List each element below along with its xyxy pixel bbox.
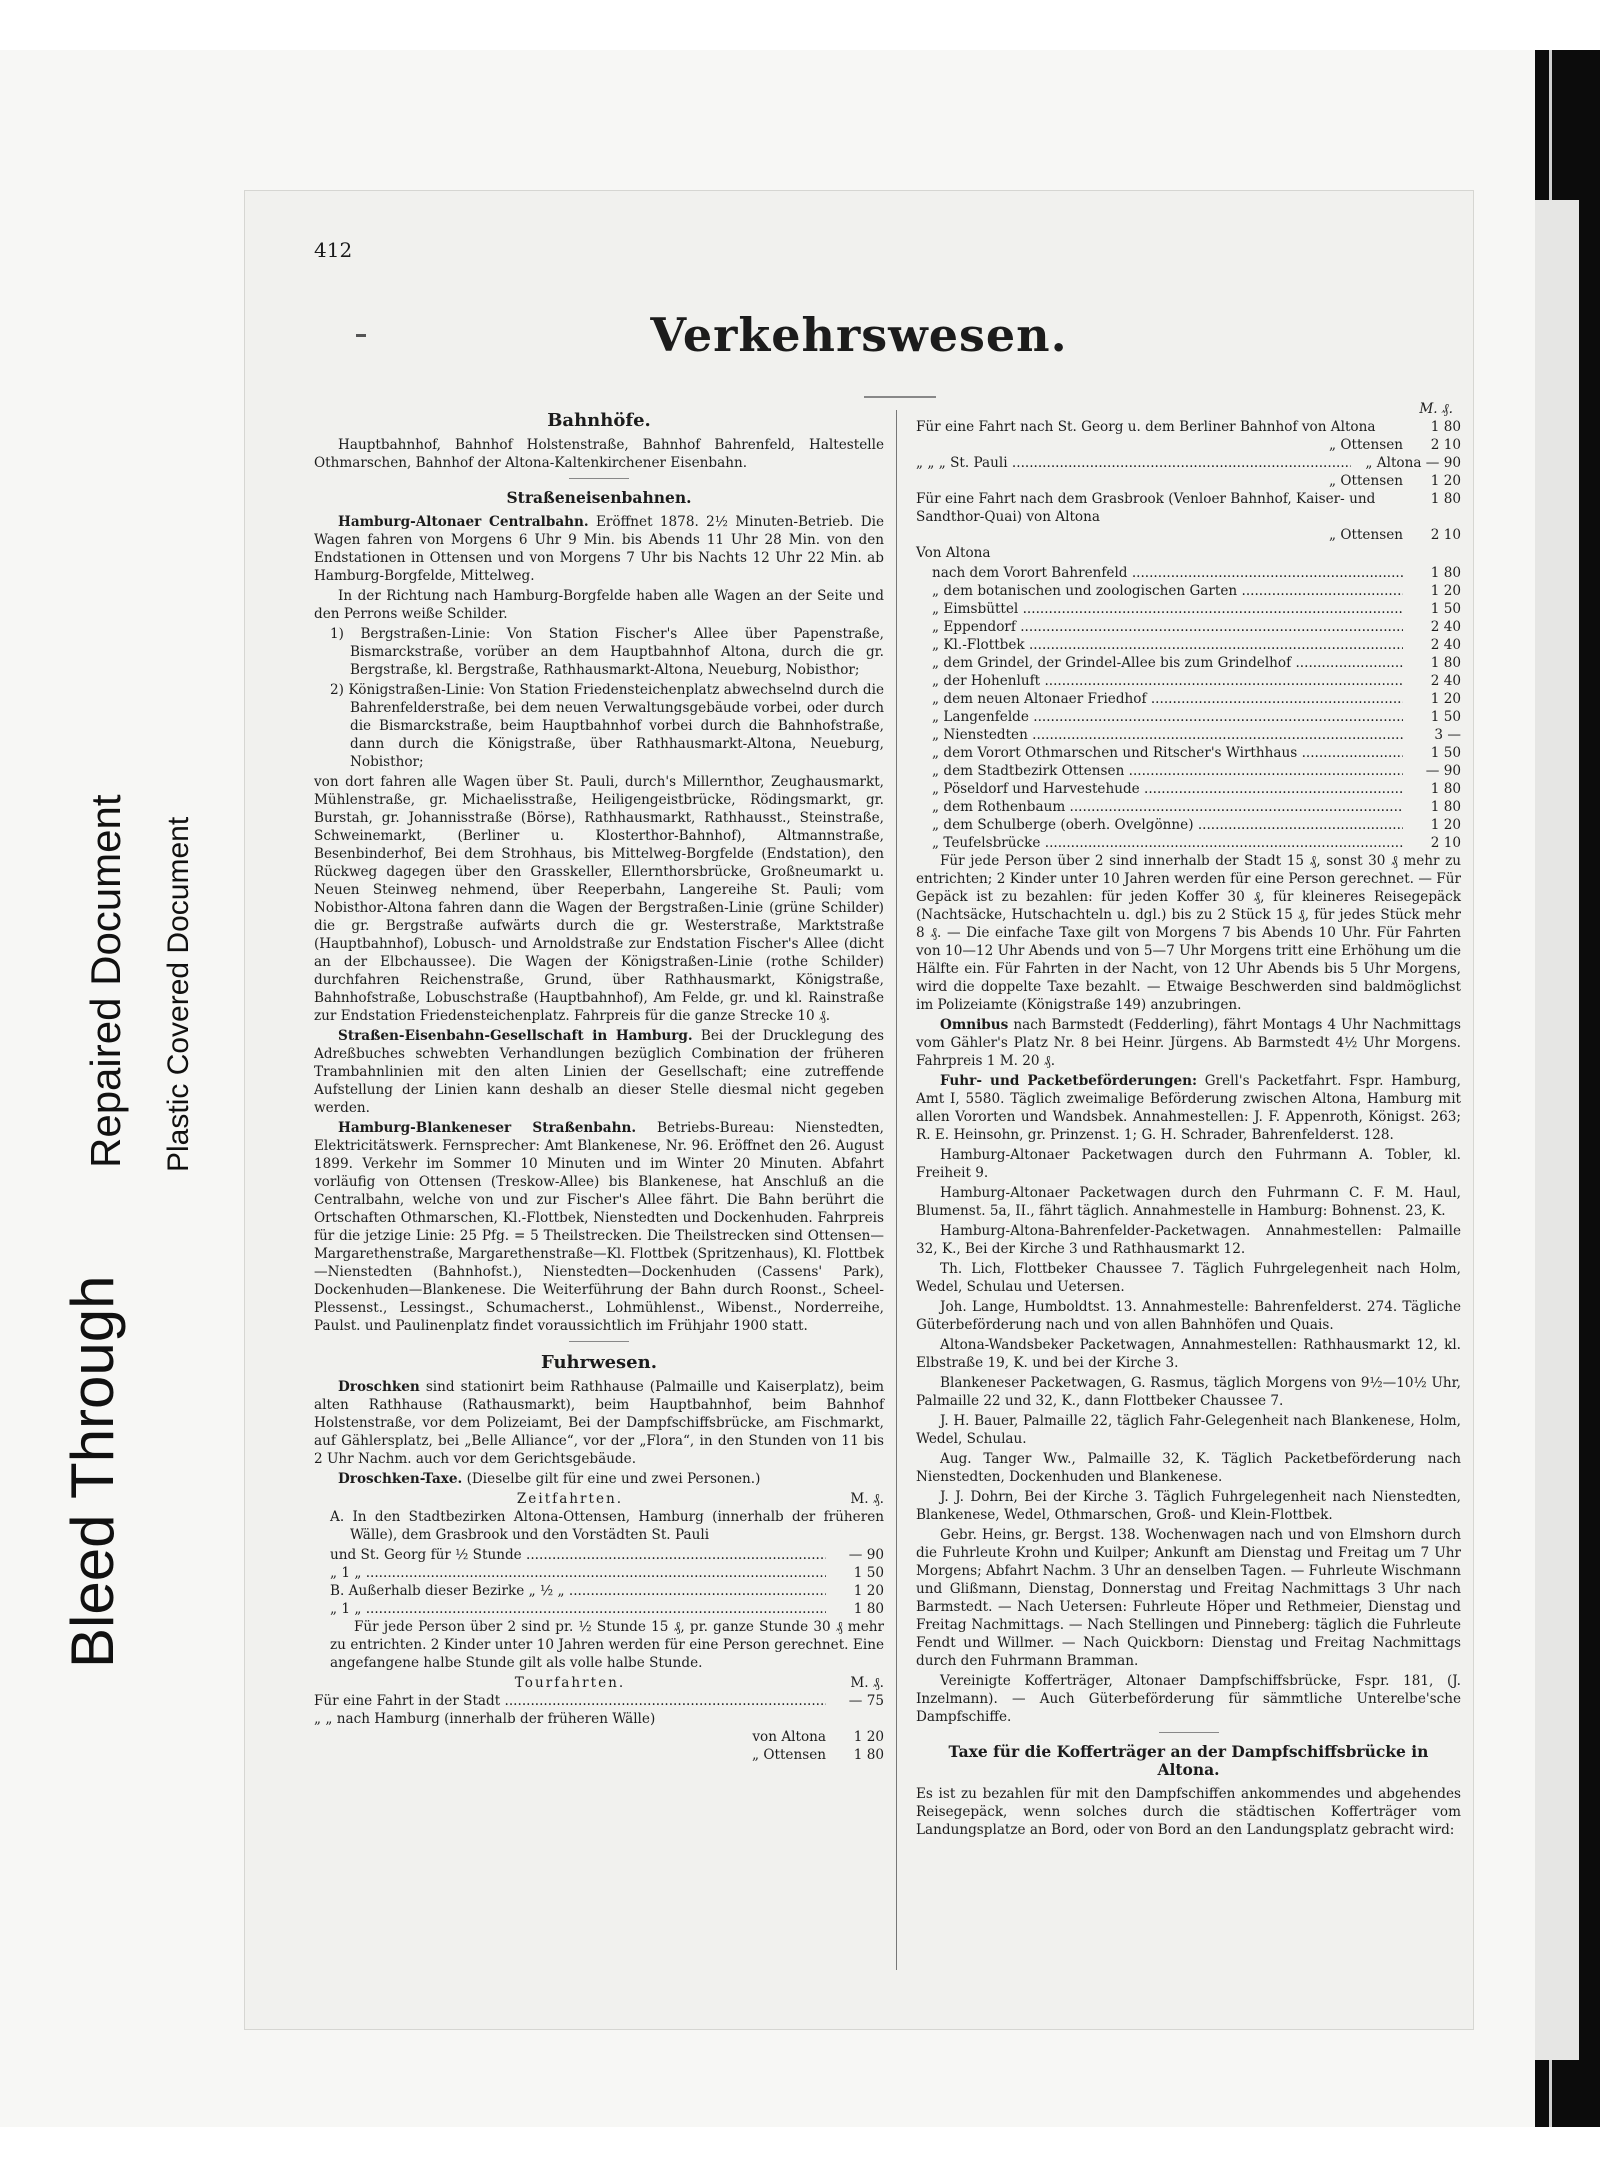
fahrt-row [916,454,1461,472]
fare-row [314,1582,884,1600]
destination-value: 1 80 [1430,655,1461,671]
tour-label: „ „ nach Hamburg (innerhalb der früheren Wälle) [314,1711,656,1727]
units-label: M. ₰. [1419,401,1453,417]
destination-label: nach dem Vorort Bahrenfeld ..... [932,564,1403,582]
droschken-title: Droschken [338,1379,420,1395]
zeitfahrten-label: Zeitfahrten. [516,1491,624,1507]
destination-row [932,690,1461,708]
bahnhoefe-heading: Bahnhöfe. [547,410,651,431]
person-note: Für jede Person über 2 sind pr. ½ Stunde 15 ₰, pr. ganze Stunde 30 ₰ mehr zu entrichten. 2 Kinder unter 10 Jahren werden für eine Person gerechnet. Eine angefangene halbe Stunde gilt als volle halbe Stunde. [330,1619,884,1671]
destination-value: 1 80 [1430,799,1461,815]
omnibus-title: Omnibus [940,1017,1009,1033]
destination-value: 1 50 [1430,601,1461,617]
fare-value: 1 20 [853,1583,884,1599]
fahrt-label: „ Ottensen [1328,527,1403,543]
section-rule [1159,1732,1219,1733]
destination-label: „ dem Rothenbaum ..... [932,798,1403,816]
destination-row [932,798,1461,816]
zeitfahrten-header [314,1490,884,1508]
fare-value: 1 50 [853,1565,884,1581]
centralbahn-title: Hamburg-Altonaer Centralbahn. [338,514,589,530]
fare-row [314,1564,884,1582]
fare-label: „ 1 „ ..... [330,1600,826,1618]
tourfahrten-label: Tourfahrten. [514,1675,626,1691]
fare-value: 1 80 [853,1601,884,1617]
destination-value: 1 80 [1430,781,1461,797]
person-surcharge-text: Für jede Person über 2 sind innerhalb der Stadt 15 ₰, sonst 30 ₰ mehr zu entrichten; 2 Kinder unter 10 Jahren werden für eine Person gerechnet. — Für Gepäck ist zu bezahlen: für jeden Koffer 30 ₰, für kleineres Reisegepäck (Nachtsäcke, Hutschachteln u. dgl.) bis zu 2 Stück 15 ₰, für jedes Stück mehr 8 ₰. — Die einfache Taxe gilt von Morgens 7 bis Abends 10 Uhr. Für Fahrten von 10—12 Uhr Abends und von 5—7 Uhr Morgens tritt eine Erhöhung um die Hälfte ein. Für Fahrten in der Nacht, von 12 Uhr Abends bis 5 Uhr Morgens, wird die doppelte Taxe bezahlt. — Etwaige Beschwerden sind baldmöglichst im Polizeiamte (Königstraße 149) anzubringen. [916,853,1461,1013]
gesellschaft-title: Straßen-Eisenbahn-Gesellschaft in Hamburg. [338,1028,693,1044]
bleed-through-label: Bleed Through [59,1275,126,1668]
droschken-text: sind stationirt beim Rathhause (Palmaille und Kaiserplatz), beim alten Rathhause (Rathausmarkt), beim Hauptbahnhof, beim Bahnhof Holstenstraße, vor dem Polizeiamt, Bei der Dampfschiffsbrücke, am Fischmarkt, auf Gählersplatz, bei „Belle Alliance“, vor der „Flora“, in den Stunden von 11 bis 2 Uhr Nachm. auch vor dem Gerichtsgebäude. [314,1379,884,1467]
destination-row [932,834,1461,852]
bergstrassen-line: 1) Bergstraßen-Linie: Von Station Fischer's Allee über Papenstraße, Bismarckstraße, vorüber an dem Hauptbahnhof Altona, durch die gr. Bergstraße, kl. Bergstraße, Rathhausmarkt-Altona, Neueburg, Nobisthor; [330,626,884,678]
destination-row [932,582,1461,600]
page-title: Verkehrswesen. [650,308,1068,362]
carrier-entry: Hamburg-Altonaer Packetwagen durch den Fuhrmann A. Tobler, kl. Freiheit 9. [916,1147,1461,1181]
taxe-title: Droschken-Taxe. [338,1471,463,1487]
fahrt-value: 2 10 [1430,437,1461,453]
fahrt-row [916,526,1461,544]
fahrt-label: „ Ottensen [1328,437,1403,453]
strassenbahnen-heading: Straßeneisenbahnen. [506,488,692,507]
right-column [916,400,1461,1841]
fare-row [314,1600,884,1618]
page-number: 412 [314,238,353,262]
destination-value: 1 80 [1430,565,1461,581]
fahrt-label: Für eine Fahrt nach dem Grasbrook (Venloer Bahnhof, Kaiser- und Sandthor-Quai) von Altona [916,491,1376,525]
destination-label: „ Langenfelde ..... [932,708,1403,726]
carrier-entry: J. J. Dohrn, Bei der Kirche 3. Täglich Fuhrgelegenheit nach Nienstedten, Blankenese, Wedel, Othmarschen, Groß- und Klein-Flottbek. [916,1489,1461,1523]
destination-label: „ Pöseldorf und Harvestehude ..... [932,780,1403,798]
direction-text: In der Richtung nach Hamburg-Borgfelde haben alle Wagen an der Seite und den Perrons weiße Schilder. [314,588,884,622]
destination-label: „ dem Schulberge (oberh. Ovelgönne) ..... [932,816,1403,834]
fahrt-value: 1 80 [1430,491,1461,507]
fuhr-paragraph [916,1072,1461,1144]
tour-row [314,1728,884,1746]
fahrt-row [916,472,1461,490]
column-divider [896,410,897,1970]
carrier-entry: Vereinigte Kofferträger, Altonaer Dampfschiffsbrücke, Fspr. 181, (J. Inzelmann). — Auch Güterbeförderung für sämmtliche Unterelbe'sche Dampfschiffe. [916,1673,1461,1725]
zone-a-text: A. In den Stadtbezirken Altona-Ottensen, Hamburg (innerhalb der früheren Wälle), dem Grasbrook und den Vorstädten St. Pauli [330,1509,884,1543]
omnibus-text: nach Barmstedt (Fedderling), fährt Montags 4 Uhr Nachmittags vom Gähler's Platz Nr. 8 bei Heinr. Jürgens. Ab Barmstedt 4½ Uhr Morgens. Fahrpreis 1 M. 20 ₰. [916,1017,1461,1069]
kofferträger-heading: Taxe für die Kofferträger an der Dampfschiffsbrücke in Altona. [948,1742,1429,1779]
destination-label: „ dem botanischen und zoologischen Garten ..... [932,582,1403,600]
von-altona-label: Von Altona [916,545,991,561]
tour-label: Für eine Fahrt in der Stadt ..... [314,1692,826,1710]
gesellschaft-paragraph [314,1027,884,1117]
tour-row [314,1746,884,1764]
fahrt-value: 1 20 [1430,473,1461,489]
blankenese-text: Betriebs-Bureau: Nienstedten, Elektricitätswerk. Fernsprecher: Amt Blankenese, Nr. 96. Eröffnet den 26. August 1899. Verkehr im Sommer 10 Minuten und im Winter 20 Minuten. Abfahrt vorläufig von Ottensen (Treskow-Allee) bis Blankenese, hat Anschluß an die Centralbahn, welche von und zur Fischer's Allee fährt. Die Bahn berührt die Ortschaften Othmarschen, Kl.-Flottbek, Nienstedten und Dockenhuden. Fahrpreis für die jetzige Linie: 25 Pfg. = 5 Theilstrecken. Die Theilstrecken sind Ottensen—Margarethenstraße, Margarethenstraße—Kl. Flottbek (Spritzenhaus), Kl. Flottbek—Nienstedten (Bahnhofst.), Nienstedten—Dockenhuden (Cassens' Park), Dockenhuden—Blankenese. Die Weiterführung der Bahn durch Roonst., Scheel-Plessenst., Lessingst., Schumacherst., Lohmühlenst., Wibenst., Norderreihe, Paulst. und Paulinenplatz findet voraussichtlich im Frühjahr 1900 statt. [314,1120,884,1334]
fare-label: „ 1 „ ..... [330,1564,826,1582]
carrier-entry: Hamburg-Altonaer Packetwagen durch den Fuhrmann C. F. M. Haul, Blumenst. 5a, II., fährt täglich. Annahmestelle in Hamburg: Bohnenst. 23, K. [916,1185,1461,1219]
carrier-entry: Hamburg-Altona-Bahrenfelder-Packetwagen. Annahmestellen: Palmaille 32, K., Bei der Kirche 3 und Rathhausmarkt 12. [916,1223,1461,1257]
centralbahn-paragraph [314,513,884,585]
fahrt-row [916,490,1461,526]
carrier-entry: J. H. Bauer, Palmaille 22, täglich Fahr-Gelegenheit nach Blankenese, Holm, Wedel, Schulau. [916,1413,1461,1447]
destination-value: 2 10 [1430,835,1461,851]
carrier-entry: Aug. Tanger Ww., Palmaille 32, K. Täglich Packetbeförderung nach Nienstedten, Dockenhuden und Blankenese. [916,1451,1461,1485]
destination-value: 1 20 [1430,691,1461,707]
fare-label: B. Außerhalb dieser Bezirke „ ½ „ ..... [330,1582,826,1600]
tour-label: von Altona [752,1729,826,1745]
section-rule [569,1341,629,1342]
destination-row [932,636,1461,654]
fuhrwesen-heading: Fuhrwesen. [540,1352,657,1373]
plastic-covered-label: Plastic Covered Document [162,816,195,1172]
destination-row [932,672,1461,690]
destination-label: „ Eimsbüttel ..... [932,600,1403,618]
destination-row [932,564,1461,582]
taxe-paragraph [314,1470,884,1488]
tour-row [314,1710,884,1728]
tour-value: 1 80 [853,1747,884,1763]
tour-label: „ Ottensen [751,1747,826,1763]
fahrt-value: 2 10 [1430,527,1461,543]
destination-label: „ dem Grindel, der Grindel-Allee bis zum Grindelhof ..... [932,654,1403,672]
droschken-paragraph [314,1378,884,1468]
fahrt-label: Für eine Fahrt nach St. Georg u. dem Berliner Bahnhof von Altona [916,419,1376,435]
destination-row [932,726,1461,744]
carrier-entry: Gebr. Heins, gr. Bergst. 138. Wochenwagen nach und von Elmshorn durch die Fuhrleute Krohn und Kuilper; Ankunft am Dienstag und Freitag um 7 Uhr Morgens; Abfahrt Nachm. 3 Uhr an denselben Tagen. — Fuhrleute Wischmann und Glißmann, Dienstag, Donnerstag und Freitag Nachmittags 3 Uhr nach Barmstedt. — Nach Uetersen: Fuhrleute Höper und Rethmeier, Dienstag und Freitag Nachmittags. — Nach Stellingen und Pinneberg: täglich die Fuhrleute Fendt und Willmer. — Nach Quickborn: Dienstag und Freitag Nachmittags durch den Fuhrmann Bramman. [916,1527,1461,1669]
gesellschaft-text: Bei der Drucklegung des Adreßbuches schwebten Verhandlungen bezüglich Combination der früheren Trambahnlinien mit den alten Linien der Gesellschaft; eine zutreffende Aufstellung der Linien kann deshalb an dieser Stelle diesmal nicht gegeben werden. [314,1028,884,1116]
book-binding-edge [1535,50,1600,2127]
destination-value: — 90 [1425,763,1461,779]
destination-value: 1 20 [1430,583,1461,599]
units-label: M. ₰. [850,1675,884,1691]
destination-row [932,780,1461,798]
destination-value: 2 40 [1430,637,1461,653]
fuhr-title: Fuhr- und Packetbeförderungen: [940,1073,1198,1089]
fare-label: und St. Georg für ½ Stunde ..... [330,1546,826,1564]
destination-row [932,816,1461,834]
destination-list [916,564,1461,852]
carrier-entry: Joh. Lange, Humboldtst. 13. Annahmestelle: Bahrenfelderst. 274. Tägliche Güterbeförderung nach und von allen Bahnhöfen und Quais. [916,1299,1461,1333]
destination-label: „ dem Vorort Othmarschen und Ritscher's Wirthhaus ..... [932,744,1403,762]
document-page [244,190,1474,2030]
left-column [314,400,884,1764]
fahrt-value: 1 80 [1430,419,1461,435]
units-label: M. ₰. [850,1491,884,1507]
fare-row [314,1546,884,1564]
tour-row [314,1692,884,1710]
fuhr-text: Grell's Packetfahrt. Fspr. Hamburg, Amt I, 5580. Täglich zweimalige Beförderung zwischen Altona, Hamburg mit allen Vororten und Wandsbek. Annahmestellen: J. F. Appenroth, Königst. 263; R. E. Heinsohn, gr. Prinzenst. 1; G. H. Schrader, Bahrenfelderst. 128. [916,1073,1461,1143]
destination-label: „ der Hohenluft ..... [932,672,1403,690]
tour-value: — 75 [848,1693,884,1709]
taxe-note: (Dieselbe gilt für eine und zwei Personen.) [466,1471,761,1487]
title-rule [864,396,936,398]
destination-row [932,600,1461,618]
fahrt-value: „ Altona — 90 [1365,455,1461,471]
destination-label: „ Eppendorf ..... [932,618,1403,636]
blankenese-paragraph [314,1119,884,1335]
destination-row [932,708,1461,726]
fare-value: — 90 [848,1547,884,1563]
bottom-border [0,2127,1600,2177]
destination-row [932,744,1461,762]
destination-row [932,654,1461,672]
tour-value: 1 20 [853,1729,884,1745]
blankenese-title: Hamburg-Blankeneser Straßenbahn. [338,1120,637,1136]
destination-value: 1 50 [1430,709,1461,725]
fahrt-label: „ „ „ St. Pauli ..... [916,454,1351,472]
destination-value: 2 40 [1430,619,1461,635]
destination-label: „ dem Stadtbezirk Ottensen ..... [932,762,1403,780]
destination-label: „ Kl.-Flottbek ..... [932,636,1403,654]
destination-value: 1 50 [1430,745,1461,761]
tourfahrten-header [314,1674,884,1692]
destination-label: „ Teufelsbrücke ..... [932,834,1403,852]
fahrt-label: „ Ottensen [1328,473,1403,489]
carrier-entry: Blankeneser Packetwagen, G. Rasmus, täglich Morgens von 9½—10½ Uhr, Palmaille 22 und 32, K., dann Flottbeker Chaussee 7. [916,1375,1461,1409]
repaired-document-label: Repaired Document [82,794,129,1168]
section-rule [569,478,629,479]
centralbahn-text: Eröffnet 1878. 2½ Minuten-Betrieb. Die Wagen fahren von Morgens 6 Uhr 9 Min. bis Abends 11 Uhr 28 Min. von den Endstationen in Ottensen und von Morgens 7 Uhr bis Nachts 12 Uhr 22 Min. ab Hamburg-Borgfelde, Mittelweg. [314,514,884,584]
koenigstrassen-line: 2) Königstraßen-Linie: Von Station Friedensteichenplatz abwechselnd durch die Bahrenfelderstraße, bei dem neuen Verwaltungsgebäude vorbei, oder durch die Bismarckstraße, beim Hauptbahnhof vorbei durch die Bahnhofstraße, dann durch die Königstraße, über Rathhausmarkt-Altona, Neueburg, Nobisthor; [330,682,884,770]
destination-label: „ dem neuen Altonaer Friedhof ..... [932,690,1403,708]
destination-value: 2 40 [1430,673,1461,689]
destination-row [932,618,1461,636]
carrier-entry: Th. Lich, Flottbeker Chaussee 7. Täglich Fuhrgelegenheit nach Holm, Wedel, Schulau und Uetersen. [916,1261,1461,1295]
carrier-entry: Altona-Wandsbeker Packetwagen, Annahmestellen: Rathhausmarkt 12, kl. Elbstraße 19, K. und bei der Kirche 3. [916,1337,1461,1371]
kofferträger-text: Es ist zu bezahlen für mit den Dampfschiffen ankommendes und abgehendes Reisegepäck, wenn solches durch die städtischen Kofferträger vom Landungsplatze an Bord, oder von Bord an den Landungsplatz gebracht wird: [916,1786,1461,1838]
bahnhoefe-text: Hauptbahnhof, Bahnhof Holstenstraße, Bahnhof Bahrenfeld, Haltestelle Othmarschen, Bahnhof der Altona-Kaltenkirchener Eisenbahn. [314,437,884,471]
destination-label: „ Nienstedten ..... [932,726,1403,744]
route-text: von dort fahren alle Wagen über St. Pauli, durch's Millernthor, Zeughausmarkt, Mühlenstraße, gr. Michaelisstraße, Heiligengeistbrücke, Rödingsmarkt, gr. Burstah, gr. Johannisstraße (Börse), Rathhausmarkt, Rathhausst., Steinstraße, Schweinemarkt, (Berliner u. Klosterthor-Bahnhof), Altmannstraße, Besenbinderhof, Bei dem Strohhaus, bis Mittelweg-Borgfelde (Endstation), den Rückweg dagegen über den Grasskeller, Ellernthorsbrücke, Großneumarkt u. Neuen Steinweg nehmend, über Reeperbahn, Langereihe St. Pauli; vom Nobisthor-Altona fahren dann die Wagen der Bergstraßen-Linie (grüne Schilder) die gr. Bergstraße aufwärts durch die gr. Westerstraße, Marktstraße (Hauptbahnhof), Lobusch- und Arnoldstraße zur Endstation Fischer's Allee (dicht an der Elbchaussee). Die Wagen der Königstraßen-Linie (rothe Schilder) durchfahren Reichenstraße, Grund, über Rathhausmarkt, Königstraße, Bahnhofstraße, Lobuschstraße (Hauptbahnhof), Am Felde, gr. und kl. Rainstraße zur Endstation Friedensteichenplatz. Fahrpreis für die ganze Strecke 10 ₰. [314,774,884,1024]
adjacent-page-sliver [1535,200,1579,2060]
fahrt-row [916,418,1461,436]
destination-value: 1 20 [1430,817,1461,833]
destination-row [932,762,1461,780]
omnibus-paragraph [916,1016,1461,1070]
top-border [0,0,1600,50]
side-labels [0,0,240,2177]
destination-value: 3 — [1434,727,1461,743]
fahrt-row [916,436,1461,454]
